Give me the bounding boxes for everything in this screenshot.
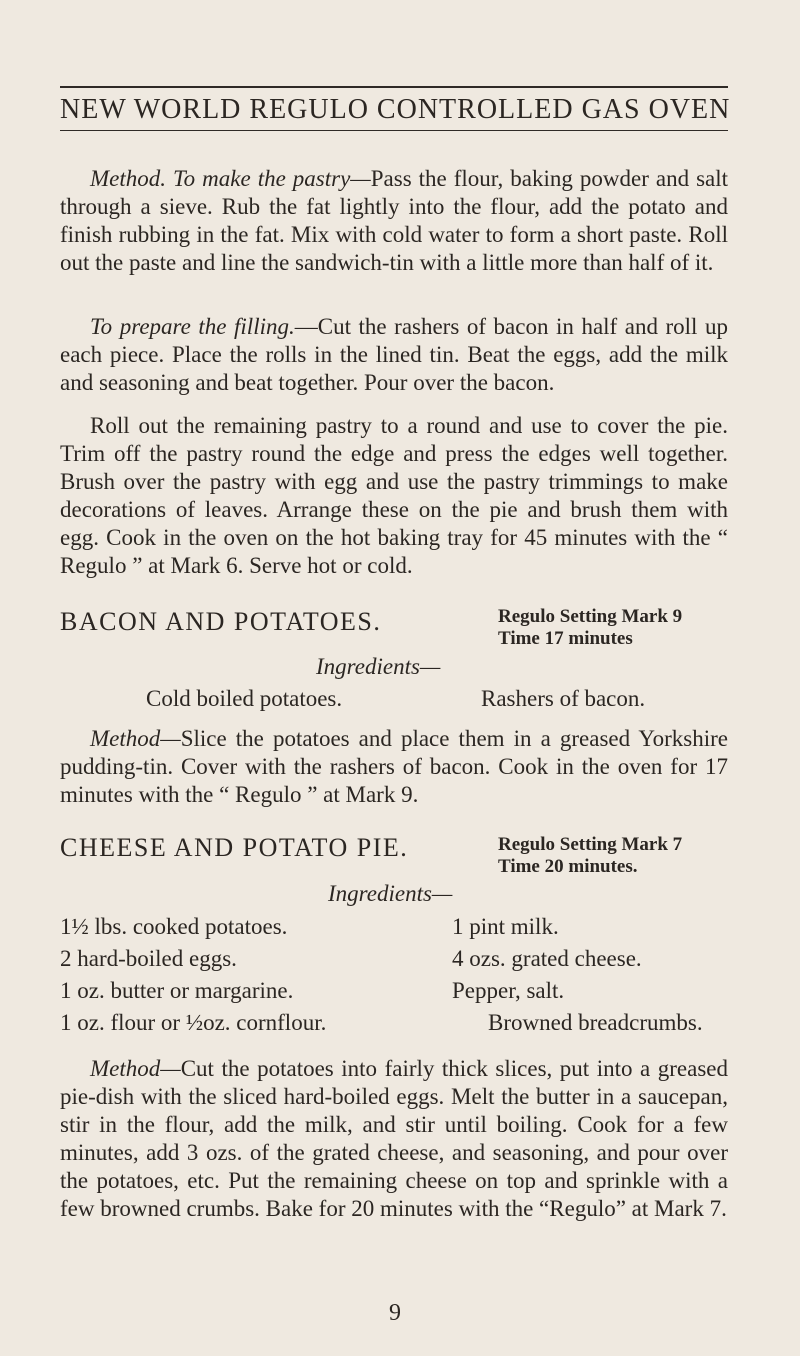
ingredient-item: 1 oz. flour or ½oz. cornflour. (60, 1010, 327, 1035)
recipe-title-cheese-potato-pie: CHEESE AND POTATO PIE. (60, 833, 409, 862)
ingredient-item: Browned breadcrumbs. (488, 1010, 703, 1035)
pie-finish-text: Roll out the remaining pastry to a round and use to cover the pie. Trim off the pastry round the edge and press the edges well together. Brush over the pastry with egg and use the pastry trimmings to make decorations of leaves. Arrange these on the pie and brush them with egg. Cook in the oven on the hot baking tray for 45 minutes with the “ Regulo ” at Mark 6. Serve hot or cold. (60, 413, 728, 578)
ingredient-item: Cold boiled potatoes. (146, 686, 343, 711)
pastry-method-text: Pass the flour, baking powder and salt through a sieve. Rub the fat lightly into the flour, add the potato and finish rubbing in the fat. Mix with cold water to form a short paste. Roll out the paste and line the sandwich-tin with a little more than half of it. (60, 166, 729, 275)
ingredient-item: Pepper, salt. (452, 978, 565, 1003)
cheese-method-label: Method— (90, 1056, 181, 1081)
regulo-setting (498, 834, 728, 878)
setting-time: Time 20 minutes. (498, 856, 638, 877)
ingredient-item: 1 oz. butter or margarine. (60, 978, 294, 1003)
regulo-setting (498, 606, 728, 650)
ingredient-item: 2 hard-boiled eggs. (60, 946, 237, 971)
pastry-method-label: Method. To make the pastry— (90, 166, 371, 191)
recipe-title-bacon-potatoes: BACON AND POTATOES. (60, 607, 382, 636)
ingredients-heading: Ingredients— (328, 881, 453, 906)
filling-text: —Cut the rashers of bacon in half and roll up each piece. Place the rolls in the lined tin. Beat the eggs, add the milk and seasoning and beat together. Pour over the bacon. (60, 314, 728, 395)
ingredients-heading: Ingredients— (316, 654, 441, 679)
cheese-method-paragraph (60, 1055, 728, 1223)
page-header: NEW WORLD REGULO CONTROLLED GAS OVEN (60, 94, 731, 125)
bacon-method-paragraph (60, 725, 728, 809)
bacon-method-label: Method— (90, 726, 181, 751)
filling-paragraph (60, 313, 728, 397)
setting-mark: Regulo Setting Mark 7 (498, 834, 683, 855)
setting-time: Time 17 minutes (498, 628, 633, 649)
ingredient-item: 4 ozs. grated cheese. (452, 946, 642, 971)
ingredient-item: 1 pint milk. (452, 914, 559, 939)
header-rule-top (60, 86, 728, 88)
setting-mark: Regulo Setting Mark 9 (498, 606, 683, 627)
pastry-method-paragraph (60, 165, 728, 277)
page-number: 9 (389, 1300, 401, 1326)
cheese-method-text: Cut the potatoes into fairly thick slices, put into a greased pie-dish with the sliced hard-boiled eggs. Melt the butter in a saucepan, stir in the flour, add the milk, and stir until boiling. Cook for a few minutes, add 3 ozs. of the grated cheese, and seasoning, and pour over the potatoes, etc. Put the remaining cheese on top and sprinkle with a few browned crumbs. Bake for 20 minutes with the “Regulo” at Mark 7. (60, 1056, 728, 1221)
pie-finish-paragraph (60, 412, 728, 580)
ingredient-item: Rashers of bacon. (481, 686, 646, 711)
filling-label: To prepare the filling. (90, 314, 295, 339)
bacon-method-text: Slice the potatoes and place them in a greased Yorkshire pudding-tin. Cover with the rashers of bacon. Cook in the oven for 17 minutes with the “ Regulo ” at Mark 9. (60, 726, 728, 807)
header-rule-bottom (60, 130, 728, 131)
ingredient-item: 1½ lbs. cooked potatoes. (60, 914, 288, 939)
